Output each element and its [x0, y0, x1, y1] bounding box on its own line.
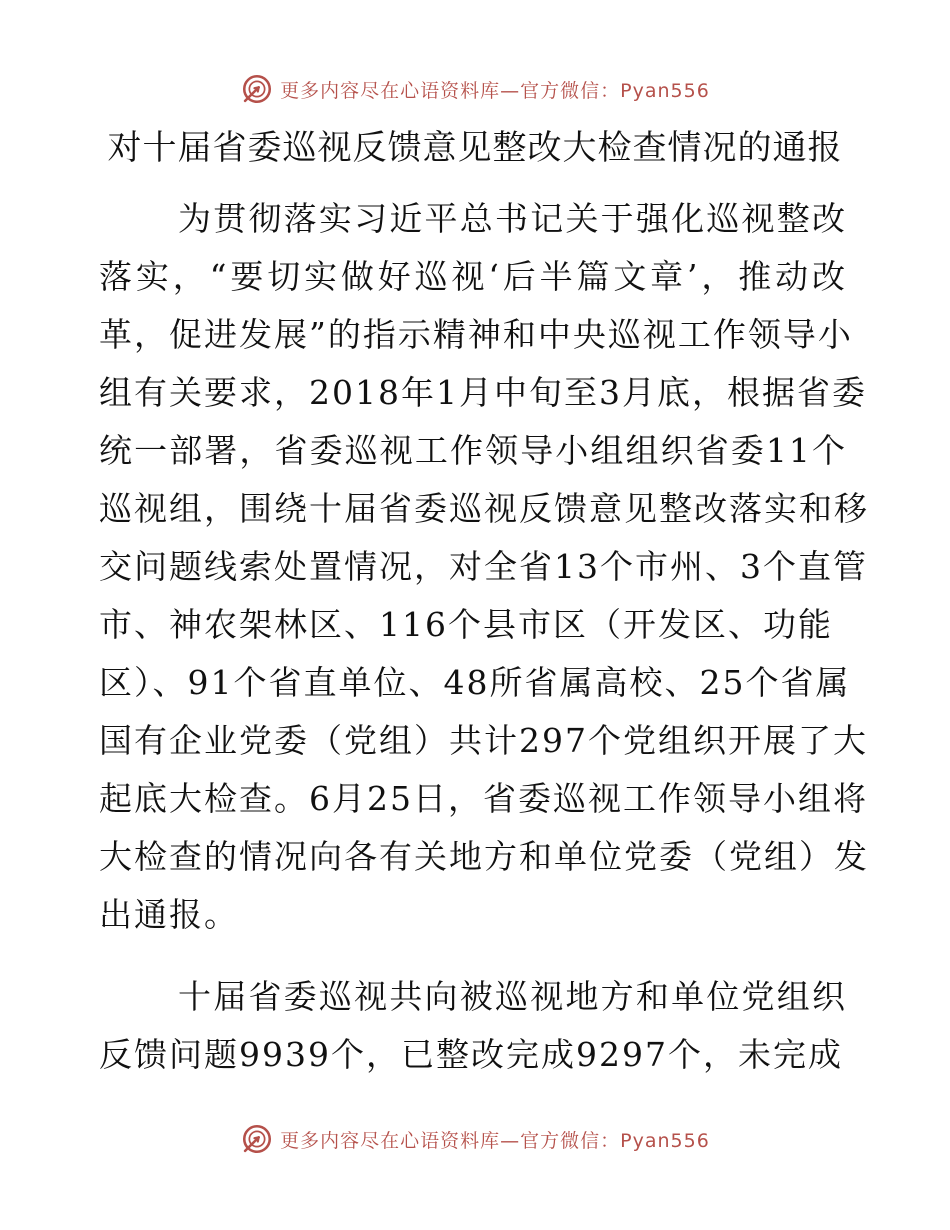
paragraph-line: 市、神农架林区、116个县市区（开发区、功能 — [99, 605, 833, 644]
watermark-text: 更多内容尽在心语资料库—官方微信：Pyan556 — [280, 1129, 710, 1152]
paragraph-line: 十届省委巡视共向被巡视地方和单位党组织 — [178, 977, 847, 1016]
paragraph-line: 反馈问题9939个，已整改完成9297个，未完成 — [99, 1035, 843, 1074]
red-circular-arrow-logo-icon — [240, 72, 274, 106]
paragraph-line: 区）、91个省直单位、48所省属高校、25个省属 — [99, 663, 851, 702]
paragraph-line: 交问题线索处置情况，对全省13个市州、3个直管 — [99, 547, 868, 586]
paragraph-line: 巡视组，围绕十届省委巡视反馈意见整改落实和移 — [99, 489, 869, 528]
paragraph-line: 组有关要求，2018年1月中旬至3月底，根据省委 — [99, 373, 867, 412]
watermark-bottom — [0, 1122, 950, 1156]
document-title: 对十届省委巡视反馈意见整改大检查情况的通报 — [107, 128, 843, 168]
paragraph-line: 为贯彻落实习近平总书记关于强化巡视整改 — [178, 199, 847, 238]
red-circular-arrow-logo-icon — [240, 1122, 274, 1156]
paragraph-line: 革，促进发展”的指示精神和中央巡视工作领导小 — [99, 315, 853, 354]
paragraph-line: 国有企业党委（党组）共计297个党组织开展了大 — [99, 721, 868, 760]
watermark-text: 更多内容尽在心语资料库—官方微信：Pyan556 — [280, 79, 710, 102]
paragraph-line: 落实，“要切实做好巡视‘后半篇文章’，推动改 — [99, 257, 847, 296]
paragraph-line: 统一部署，省委巡视工作领导小组组织省委11个 — [99, 431, 847, 470]
paragraph-line: 起底大检查。6月25日，省委巡视工作领导小组将 — [99, 779, 868, 818]
watermark-top — [0, 72, 950, 106]
paragraph-line: 出通报。 — [99, 895, 239, 934]
paragraph-line: 大检查的情况向各有关地方和单位党委（党组）发 — [99, 837, 869, 876]
